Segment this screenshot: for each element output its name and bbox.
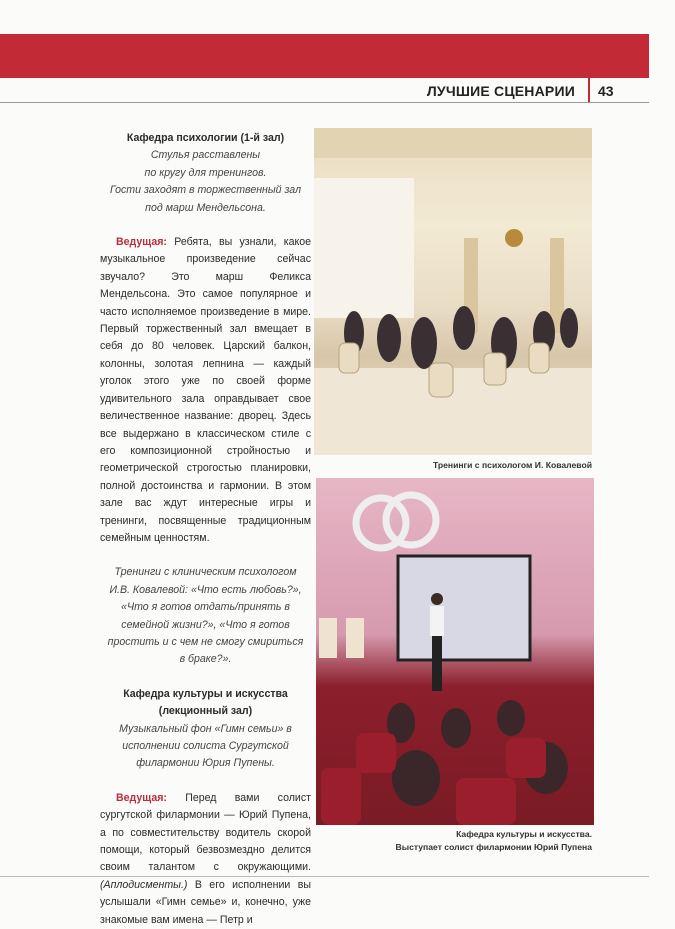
speaker-label: Ведущая: [116,236,167,249]
stage-direction-line: по кругу для тренингов. [144,166,267,179]
stage-direction-line: Гости заходят в торжественный зал [109,184,302,197]
speech-text: Ребята, вы узнали, какое музыкальное произведение сейчас звучало? Это марш Феликса Мендельсона. Это самое популярное и часто исполняемое произведение в мире. Первый торжественный зал вмещает в себя до 80 человек. Царский балкон, колонны, золотая лепнина — каждый уголок этого уже по своей форме удивительного зала оправдывает свое величественное название: дворец. Здесь все выдержано в классическом стиле с его композиционной стройностью и геометрической строгостью планировки, полной достоинства и гармонии. В этом зале вас ждут интересные игры и тренинги, посвященные традиционным семейным ценностям. [100,236,311,544]
photo-lecture-hall [316,478,594,825]
speaker-label: Ведущая: [116,791,167,804]
host-speech [100,234,311,547]
header-divider [588,78,590,103]
header-band [0,34,649,78]
stage-direction-line: Стулья расставлены [150,149,261,162]
photo-caption [396,828,592,854]
stage-direction-line: под марш Мендельсона. [145,201,266,214]
training-note: Тренинги с клиническим психологом И.В. Ковалевой: «Что есть любовь?», «Что я готов отдать/принять в семейной жизни?», «Что я готов простить и с чем не смогу смириться в браке?». [107,566,304,666]
text-column [100,130,311,929]
photo-training-hall [314,128,592,455]
section-title: ЛУЧШИЕ СЦЕНАРИИ [426,83,575,99]
footer-rule [0,876,649,877]
section1-heading: Кафедра психологии (1-й зал) [126,132,285,144]
host-speech [100,790,311,929]
caption-line: Выступает солист филармонии Юрий Пупена [395,842,592,852]
remark: (Аплодисменты.) [100,878,188,891]
section2-heading: Кафедра культуры и искусства (лекционный зал) [123,687,288,718]
stage-direction: Музыкальный фон «Гимн семьи» в исполнении солиста Сургутской филармонии Юрия Пупены. [119,722,292,770]
speech-text: Перед вами солист сургутской филармонии — Юрий Пупена, а по совместительству водитель скорой помощи, который безвозмездно делится своим талантом с окружающими. [100,791,311,874]
photo-caption: Тренинги с психологом И. Ковалевой [432,460,592,470]
caption-line: Кафедра культуры и искусства. [456,829,592,839]
header-rule [0,102,649,103]
speech-text: В его исполнении вы услышали «Гимн семье» и, конечно, уже знакомые вам имена — Петр и [100,878,311,926]
page-number: 43 [598,83,614,99]
